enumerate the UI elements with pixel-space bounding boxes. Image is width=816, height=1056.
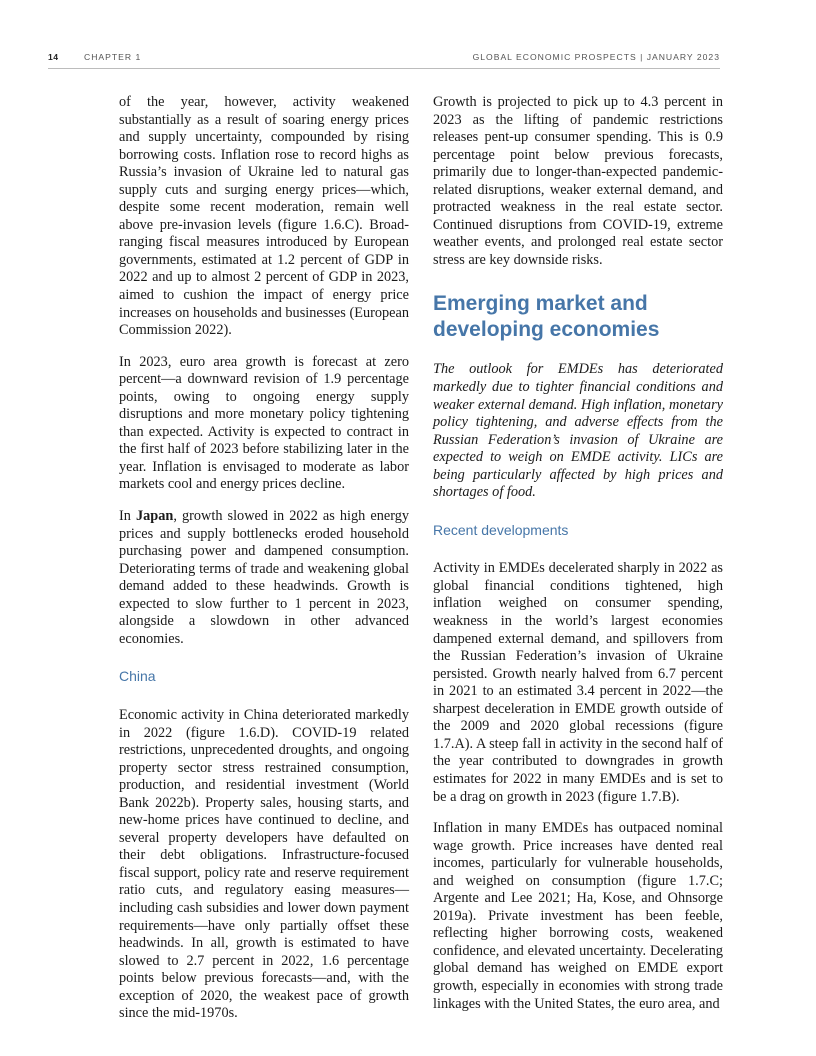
section-title: Emerging market and developing economies [433, 292, 660, 342]
subheading-recent-developments: Recent developments [433, 521, 569, 538]
header-divider [48, 68, 720, 69]
paragraph: In 2023, euro area growth is forecast at zero percent—a downward revision of 1.9 percentage points, owing to ongoing energy supply disruptions and more monetary policy tightening than expected. Activity is expected to contract in the first half of 2023 before stabilizing later in the year. Inflation is envisaged to moderate as labor markets cool and energy prices decline. [119, 353, 409, 493]
paragraph: Inflation in many EMDEs has outpaced nominal wage growth. Price increases have dented real incomes, particularly for vulnerable households, and weighed on consumption (figure 1.7.C; Argente and Lee 2021; Ha, Kose, and Ohnsorge 2019a). Private investment has been feeble, reflecting higher borrowing costs, weakened confidence, and elevated uncertainty. Decelerating global demand has weighed on EMDE export growth, especially in economies with strong trade linkages with the United States, the euro area, and [433, 820, 723, 1012]
chapter-label: CHAPTER 1 [84, 52, 142, 62]
paragraph: of the year, however, activity weakened substantially as a result of soaring energy prices and supply uncertainty, compounded by rising borrowing costs. Inflation rose to record highs as Russia’s invasion of Ukraine led to natural gas supply cuts and surging energy prices—which, despite some recent moderation, remain well above pre-invasion levels (figure 1.6.C). Broad-ranging fiscal measures introduced by European governments, estimated at 1.2 percent of GDP in 2022 and up to almost 2 percent of GDP in 2023, aimed to cushion the impact of energy price increases on households and businesses (European Commission 2022). [119, 94, 409, 339]
page-number: 14 [48, 52, 59, 62]
country-name: Japan [135, 508, 174, 525]
right-column [433, 94, 723, 1027]
paragraph: Growth is projected to pick up to 4.3 percent in 2023 as the lifting of pandemic restrictions releases pent-up consumer spending. This is 0.9 percentage point below previous forecasts, primarily due to longer-than-expected pandemic-related disruptions, weaker external demand, and protracted weakness in the real estate sector. Continued disruptions from COVID-19, extreme weather events, and prolonged real estate sector stress are key downside risks. [433, 94, 723, 268]
text: In [119, 508, 136, 525]
paragraph: Activity in EMDEs decelerated sharply in 2022 as global financial conditions tightened, high inflation weighed on consumer spending, weakness in the world’s largest economies dampened external demand, and spillovers from the Russian Federation’s invasion of Ukraine persisted. Growth nearly halved from 6.7 percent in 2021 to an estimated 3.4 percent in 2022—the sharpest deceleration in EMDE growth outside of the 2009 and 2020 global recessions (figure 1.7.A). A steep fall in activity in the second half of the year contributed to downgrades in growth estimates for 2022 in many EMDEs and is set to be a drag on growth in 2023 (figure 1.7.B). [433, 560, 723, 805]
paragraph: Economic activity in China deteriorated markedly in 2022 (figure 1.6.D). COVID-19 related restrictions, unprecedented droughts, and ongoing property sector stress restrained consumption, production, and residential investment (World Bank 2022b). Property sales, housing starts, and new-home prices have continued to decline, and several property developers have defaulted on their debt obligations. Infrastructure-focused fiscal support, policy rate and reserve requirement ratio cuts, and regulatory easing measures—including cash subsidies and lower down payment requirements—have only partially offset these headwinds. In all, growth is estimated to have slowed to 2.7 percent in 2022, 1.6 percentage points below previous forecasts—and, with the exception of 2020, the weakest pace of growth since the mid-1970s. [119, 706, 409, 1022]
subheading-china: China [119, 668, 156, 685]
section-lede: The outlook for EMDEs has deteriorated markedly due to tighter financial conditions and weaker external demand. High inflation, monetary policy tightening, and adverse effects from the Russian Federation’s invasion of Ukraine are expected to weigh on EMDE activity. LICs are being particularly affected by high prices and shortages of food. [433, 361, 723, 501]
left-column [119, 94, 409, 1037]
publication-title: GLOBAL ECONOMIC PROSPECTS | JANUARY 2023 [472, 52, 720, 62]
page-header [48, 52, 720, 66]
text: , growth slowed in 2022 as high energy prices and supply bottlenecks eroded household purchasing power and dampened consumption. Deteriorating terms of trade and weakening global demand added to these headwinds. Growth is expected to slow further to 1 percent in 2023, alongside a slowdown in other advanced economies. [119, 508, 409, 647]
paragraph-japan [119, 508, 409, 648]
